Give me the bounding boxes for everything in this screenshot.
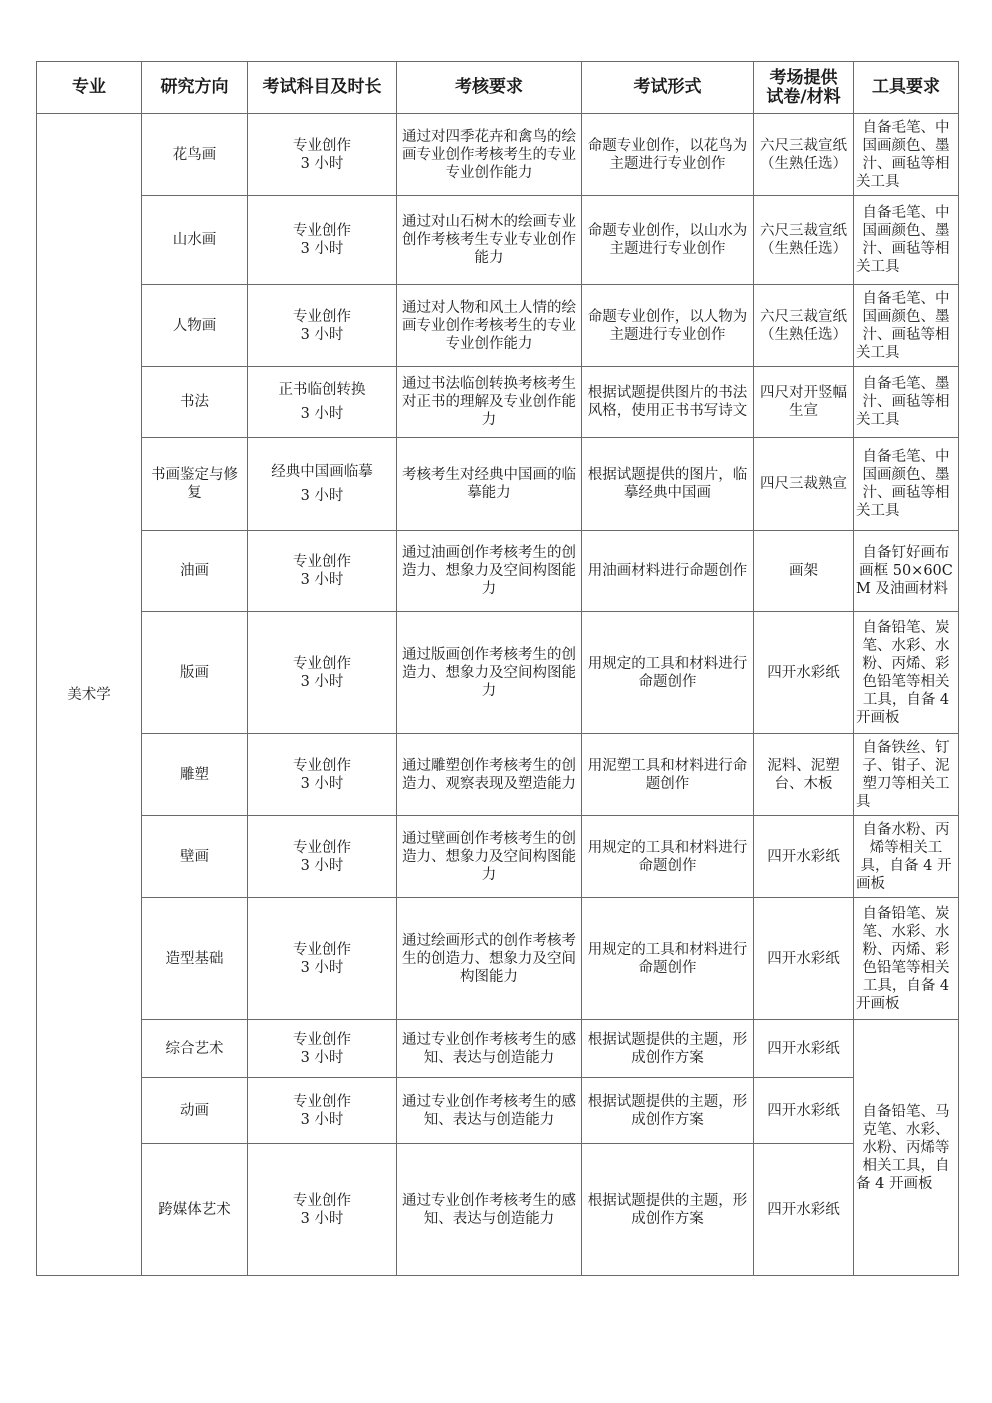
table-row — [37, 438, 959, 531]
table-row — [37, 531, 959, 612]
subject-duration: 3 小时 — [300, 241, 344, 257]
form-cell: 根据试题提供图片的书法风格，使用正书书写诗文 — [582, 367, 754, 438]
subject-name: 专业创作 — [293, 655, 351, 672]
direction-cell: 版画 — [142, 612, 248, 734]
subject-name: 专业创作 — [293, 941, 351, 958]
form-cell: 根据试题提供的主题，形成创作方案 — [582, 1078, 754, 1144]
subject-duration: 3 小时 — [300, 326, 344, 343]
subject-cell — [248, 1020, 397, 1078]
material-cell: 四开水彩纸 — [754, 898, 854, 1020]
subject-duration: 3 小时 — [300, 857, 344, 874]
subject-duration: 3 小时 — [300, 1210, 344, 1227]
header-material-line2: 试卷/材料 — [766, 86, 841, 107]
direction-cell: 造型基础 — [142, 898, 248, 1020]
tools-cell: 自备铅笔、炭笔、水彩、水粉、丙烯、彩色铅笔等相关工具，自备 4 开画板 — [854, 898, 959, 1020]
header-exam-form: 考试形式 — [582, 62, 754, 114]
table-row — [37, 285, 959, 367]
direction-cell: 书法 — [142, 367, 248, 438]
table-row — [37, 734, 959, 816]
subject-cell — [248, 367, 397, 438]
direction-cell: 书画鉴定与修复 — [142, 438, 248, 531]
material-cell: 四尺三裁熟宣 — [754, 438, 854, 531]
material-cell: 六尺三裁宣纸（生熟任选） — [754, 114, 854, 196]
header-material-line1: 考场提供 — [769, 67, 838, 88]
header-direction: 研究方向 — [142, 62, 248, 114]
form-cell: 用油画材料进行命题创作 — [582, 531, 754, 612]
table-row — [37, 1144, 959, 1276]
requirement-cell: 通过雕塑创作考核考生的创造力、观察表现及塑造能力 — [397, 734, 582, 816]
requirement-cell: 通过对人物和风土人情的绘画专业创作考核考生的专业专业创作能力 — [397, 285, 582, 367]
form-cell: 用规定的工具和材料进行命题创作 — [582, 612, 754, 734]
material-cell: 六尺三裁宣纸（生熟任选） — [754, 285, 854, 367]
form-cell: 命题专业创作，以花鸟为主题进行专业创作 — [582, 114, 754, 196]
direction-cell: 雕塑 — [142, 734, 248, 816]
subject-name: 经典中国画临摹 — [271, 464, 373, 480]
major-cell: 美术学 — [37, 114, 142, 1276]
direction-cell: 人物画 — [142, 285, 248, 367]
subject-duration: 3 小时 — [300, 155, 344, 172]
subject-cell — [248, 531, 397, 612]
material-cell: 四尺对开竖幅生宣 — [754, 367, 854, 438]
requirement-cell: 通过绘画形式的创作考核考生的创造力、想象力及空间构图能力 — [397, 898, 582, 1020]
table-row — [37, 367, 959, 438]
form-cell: 根据试题提供的主题，形成创作方案 — [582, 1020, 754, 1078]
tools-cell: 自备毛笔、中国画颜色、墨汁、画毡等相关工具 — [854, 438, 959, 531]
material-cell: 泥料、泥塑台、木板 — [754, 734, 854, 816]
subject-duration: 3 小时 — [300, 488, 344, 504]
table-row — [37, 114, 959, 196]
requirement-cell: 通过专业创作考核考生的感知、表达与创造能力 — [397, 1078, 582, 1144]
header-major: 专业 — [37, 62, 142, 114]
form-cell: 用泥塑工具和材料进行命题创作 — [582, 734, 754, 816]
table-row — [37, 612, 959, 734]
material-cell: 四开水彩纸 — [754, 1020, 854, 1078]
subject-cell — [248, 196, 397, 285]
subject-duration: 3 小时 — [300, 673, 344, 690]
header-material — [754, 62, 854, 114]
subject-name: 正书临创转换 — [278, 382, 366, 398]
direction-cell: 油画 — [142, 531, 248, 612]
header-subject-duration: 考试科目及时长 — [248, 62, 397, 114]
material-cell: 画架 — [754, 531, 854, 612]
tools-cell: 自备铁丝、钉子、钳子、泥塑刀等相关工具 — [854, 734, 959, 816]
requirement-cell: 通过专业创作考核考生的感知、表达与创造能力 — [397, 1144, 582, 1276]
subject-name: 专业创作 — [293, 1031, 351, 1048]
table-row — [37, 1020, 959, 1078]
subject-name: 专业创作 — [293, 839, 351, 856]
subject-cell — [248, 816, 397, 898]
form-cell: 用规定的工具和材料进行命题创作 — [582, 816, 754, 898]
form-cell: 用规定的工具和材料进行命题创作 — [582, 898, 754, 1020]
subject-name: 专业创作 — [293, 223, 351, 239]
header-row — [37, 62, 959, 114]
subject-name: 专业创作 — [293, 757, 351, 774]
tools-cell-merged: 自备铅笔、马克笔、水彩、水粉、丙烯等相关工具，自备 4 开画板 — [854, 1020, 959, 1276]
subject-cell — [248, 1078, 397, 1144]
subject-name: 专业创作 — [293, 137, 351, 154]
subject-cell — [248, 438, 397, 531]
direction-cell: 综合艺术 — [142, 1020, 248, 1078]
material-cell: 四开水彩纸 — [754, 1078, 854, 1144]
header-tools: 工具要求 — [854, 62, 959, 114]
requirement-cell: 通过对四季花卉和禽鸟的绘画专业创作考核考生的专业专业创作能力 — [397, 114, 582, 196]
tools-cell: 自备水粉、丙烯等相关工具，自备 4 开画板 — [854, 816, 959, 898]
subject-cell — [248, 1144, 397, 1276]
tools-cell: 自备毛笔、中国画颜色、墨汁、画毡等相关工具 — [854, 196, 959, 285]
subject-duration: 3 小时 — [300, 775, 344, 792]
requirement-cell: 通过油画创作考核考生的创造力、想象力及空间构图能力 — [397, 531, 582, 612]
requirement-cell: 通过版画创作考核考生的创造力、想象力及空间构图能力 — [397, 612, 582, 734]
form-cell: 根据试题提供的主题，形成创作方案 — [582, 1144, 754, 1276]
direction-cell: 花鸟画 — [142, 114, 248, 196]
subject-duration: 3 小时 — [300, 1049, 344, 1066]
table-row — [37, 898, 959, 1020]
direction-cell: 山水画 — [142, 196, 248, 285]
subject-name: 专业创作 — [293, 1093, 351, 1110]
subject-cell — [248, 114, 397, 196]
subject-duration: 3 小时 — [300, 959, 344, 976]
header-requirement: 考核要求 — [397, 62, 582, 114]
requirement-cell: 考核考生对经典中国画的临摹能力 — [397, 438, 582, 531]
tools-cell: 自备毛笔、中国画颜色、墨汁、画毡等相关工具 — [854, 285, 959, 367]
direction-cell: 动画 — [142, 1078, 248, 1144]
subject-duration: 3 小时 — [300, 572, 344, 588]
subject-name: 专业创作 — [293, 308, 351, 325]
subject-duration: 3 小时 — [300, 1111, 344, 1128]
requirement-cell: 通过壁画创作考核考生的创造力、想象力及空间构图能力 — [397, 816, 582, 898]
exam-requirements-table — [36, 61, 959, 1276]
table-body — [37, 114, 959, 1276]
form-cell: 命题专业创作，以人物为主题进行专业创作 — [582, 285, 754, 367]
tools-cell: 自备毛笔、墨汁、画毡等相关工具 — [854, 367, 959, 438]
subject-cell — [248, 285, 397, 367]
tools-cell: 自备毛笔、中国画颜色、墨汁、画毡等相关工具 — [854, 114, 959, 196]
tools-cell: 自备钉好画布画框 50×60CM 及油画材料 — [854, 531, 959, 612]
direction-cell: 壁画 — [142, 816, 248, 898]
table-row — [37, 816, 959, 898]
material-cell: 四开水彩纸 — [754, 612, 854, 734]
subject-cell — [248, 898, 397, 1020]
form-cell: 命题专业创作，以山水为主题进行专业创作 — [582, 196, 754, 285]
material-cell: 四开水彩纸 — [754, 816, 854, 898]
form-cell: 根据试题提供的图片，临摹经典中国画 — [582, 438, 754, 531]
material-cell: 四开水彩纸 — [754, 1144, 854, 1276]
material-cell: 六尺三裁宣纸（生熟任选） — [754, 196, 854, 285]
tools-cell: 自备铅笔、炭笔、水彩、水粉、丙烯、彩色铅笔等相关工具，自备 4 开画板 — [854, 612, 959, 734]
table-row — [37, 1078, 959, 1144]
subject-cell — [248, 734, 397, 816]
subject-name: 专业创作 — [293, 554, 351, 570]
direction-cell: 跨媒体艺术 — [142, 1144, 248, 1276]
table-row — [37, 196, 959, 285]
requirement-cell: 通过专业创作考核考生的感知、表达与创造能力 — [397, 1020, 582, 1078]
requirement-cell: 通过对山石树木的绘画专业创作考核考生专业专业创作能力 — [397, 196, 582, 285]
subject-cell — [248, 612, 397, 734]
subject-name: 专业创作 — [293, 1192, 351, 1209]
subject-duration: 3 小时 — [300, 406, 344, 422]
requirement-cell: 通过书法临创转换考核考生对正书的理解及专业创作能力 — [397, 367, 582, 438]
